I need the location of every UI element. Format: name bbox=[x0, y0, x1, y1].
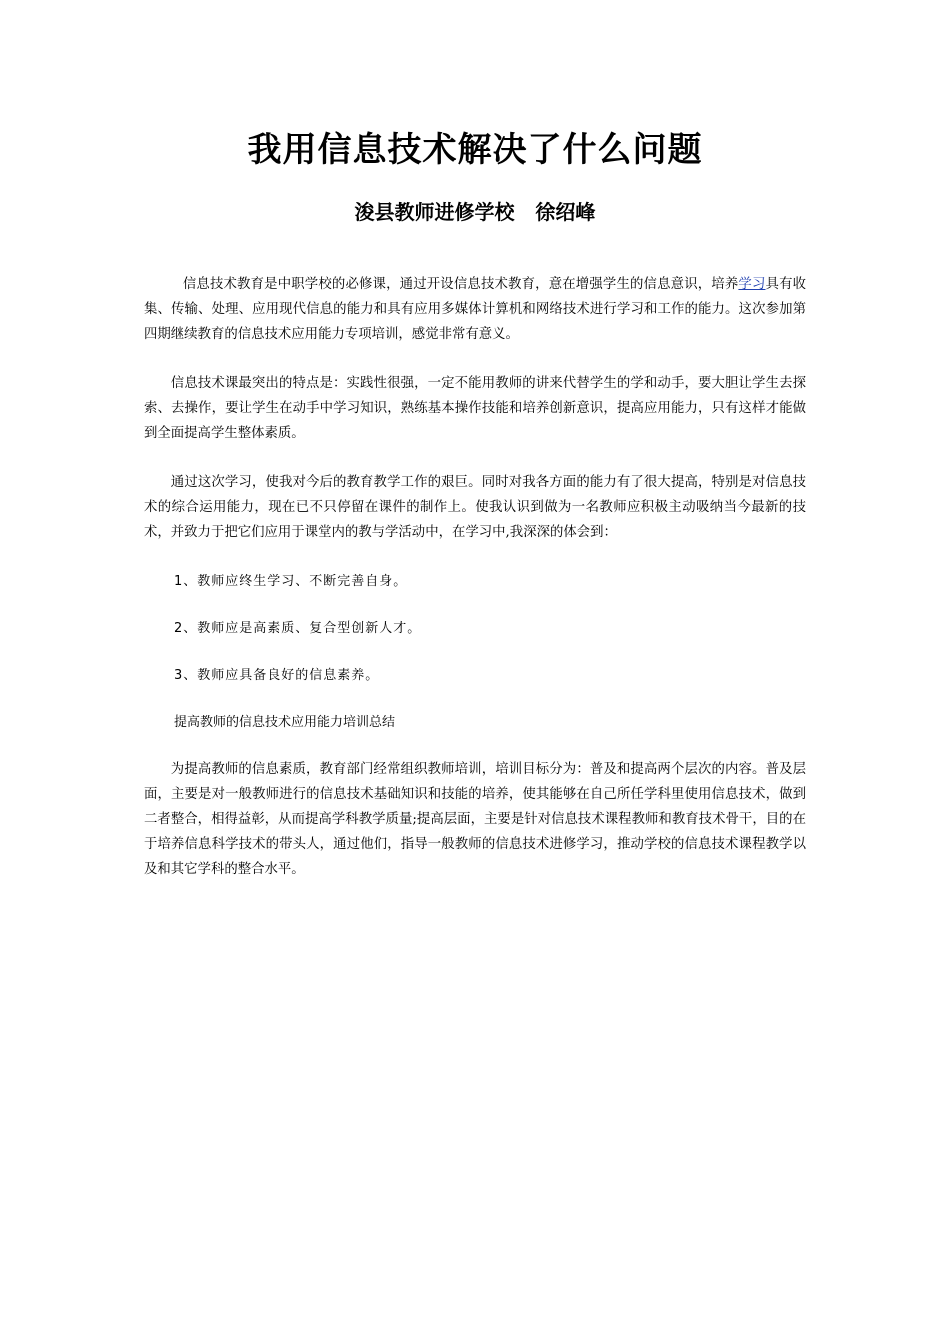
paragraph-intro-text-2: 具有收集、传输、处理、应用现代信息的能力和具有应用多媒体计算机和网络技术进行学习和工作的能力。这次参加第四期继续教育的信息技术应用能力专项培训，感觉非常有意义。 bbox=[144, 277, 807, 342]
paragraph-summary: 为提高教师的信息素质，教育部门经常组织教师培训，培训目标分为：普及和提高两个层次的内容。普及层面，主要是对一般教师进行的信息技术基础知识和技能的培养，使其能够在自己所任学科里使用信息技术，做到二者整合，相得益彰，从而提高学科教学质量;提高层面，主要是针对信息技术课程教师和教育技术骨干，目的在于培养信息科学技术的带头人，通过他们，指导一般教师的信息技术进修学习，推动学校的信息技术课程教学以及和其它学科的整合水平。 bbox=[144, 762, 806, 877]
list-item: 1、教师应终生学习、不断完善自身。 bbox=[174, 574, 408, 589]
list-item: 3、教师应具备良好的信息素养。 bbox=[174, 668, 380, 683]
document-body bbox=[144, 272, 806, 906]
paragraph-reflection: 通过这次学习，使我对今后的教育教学工作的艰巨。同时对我各方面的能力有了很大提高，特别是对信息技术的综合运用能力，现在已不只停留在课件的制作上。使我认识到做为一名教师应积极主动吸纳当今最新的技术，并致力于把它们应用于课堂内的教与学活动中，在学习中,我深深的体会到： bbox=[144, 475, 806, 540]
author-line: 浚县教师进修学校 徐绍峰 bbox=[354, 200, 596, 224]
document-title: 我用信息技术解决了什么问题 bbox=[247, 130, 703, 170]
paragraph-intro-text-1: 信息技术教育是中职学校的必修课，通过开设信息技术教育，意在增强学生的信息意识，培养 bbox=[182, 277, 739, 292]
section-heading: 提高教师的信息技术应用能力培训总结 bbox=[174, 715, 396, 730]
paragraph-intro bbox=[144, 272, 806, 347]
list-item: 2、教师应是高素质、复合型创新人才。 bbox=[174, 621, 422, 636]
paragraph-features: 信息技术课最突出的特点是：实践性很强，一定不能用教师的讲来代替学生的学和动手，要大胆让学生去探索、去操作，要让学生在动手中学习知识，熟练基本操作技能和培养创新意识，提高应用能力，只有这样才能做到全面提高学生整体素质。 bbox=[144, 376, 806, 441]
study-link[interactable]: 学习 bbox=[738, 277, 766, 292]
